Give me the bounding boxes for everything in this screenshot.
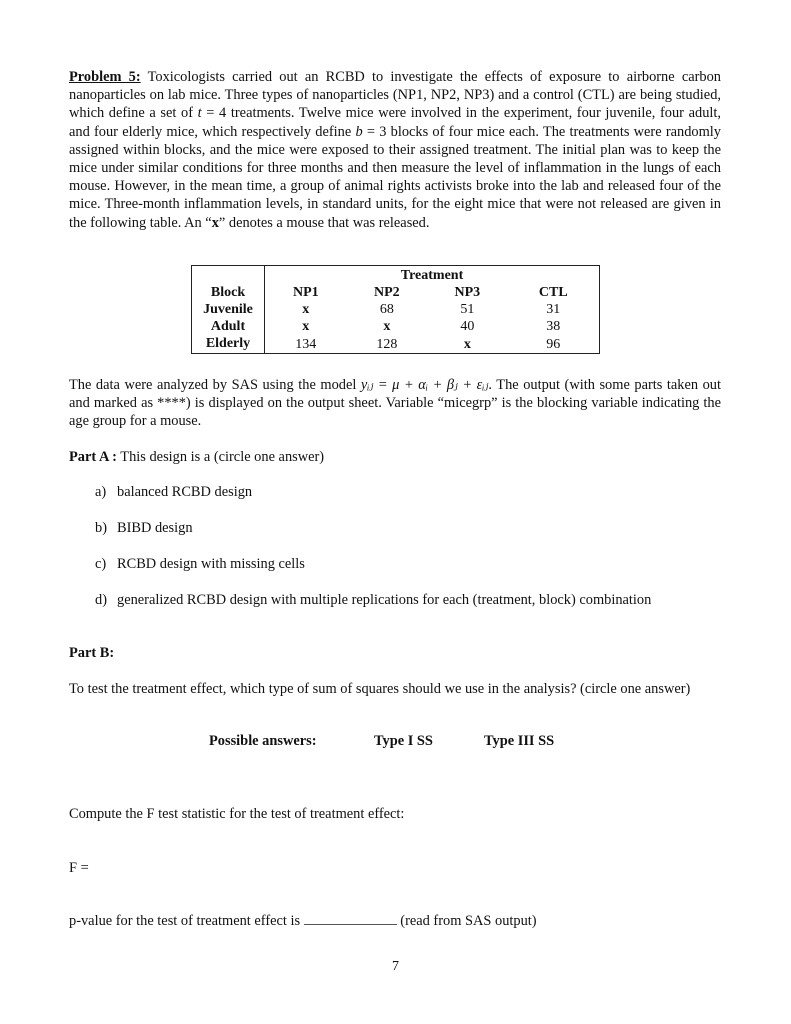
possible-answers-label: Possible answers: bbox=[209, 733, 317, 749]
option-a[interactable]: a) balanced RCBD design bbox=[95, 484, 253, 500]
option-b[interactable]: b) BIBD design bbox=[95, 520, 193, 536]
row-label: Adult bbox=[192, 318, 265, 335]
table-cell: x bbox=[383, 319, 391, 334]
f-label: F = bbox=[69, 860, 89, 876]
compute-f-prompt: Compute the F test statistic for the test of treatment effect: bbox=[69, 806, 405, 822]
part-a-question: Part A : This design is a (circle one answer) bbox=[69, 449, 325, 465]
table-cell: 134 bbox=[295, 336, 317, 352]
part-a-label: Part A : bbox=[69, 449, 117, 465]
table-cell: x bbox=[463, 336, 471, 352]
option-c[interactable]: c) RCBD design with missing cells bbox=[95, 556, 305, 572]
inflammation-table bbox=[191, 265, 600, 354]
answer-type-i[interactable]: Type I SS bbox=[374, 733, 433, 749]
problem-heading: Problem 5: bbox=[69, 69, 141, 85]
table-cell: 128 bbox=[376, 336, 398, 352]
p-value-line: p-value for the test of treatment effect is (read from SAS output) bbox=[69, 913, 537, 929]
table-cell: x bbox=[302, 302, 310, 317]
table-row bbox=[192, 301, 600, 318]
column-header: NP1 bbox=[292, 285, 319, 300]
column-header: NP2 bbox=[374, 285, 400, 300]
part-b-question: To test the treatment effect, which type of sum of squares should we use in the analysis? (circle one answer) bbox=[69, 681, 691, 697]
table-cell: 40 bbox=[460, 319, 475, 334]
row-label: Juvenile bbox=[192, 301, 265, 318]
row-label: Elderly bbox=[192, 335, 265, 354]
option-d[interactable]: d) generalized RCBD design with multiple replications for each (treatment, block) combination bbox=[95, 592, 652, 608]
model-paragraph: The data were analyzed by SAS using the model yᵢⱼ = μ + αᵢ + βⱼ + εᵢⱼ. The output (with some parts taken out and marked as ****) is displayed on the output sheet. Variable “micegrp” is the blocking variable indicating the age group for a mouse. bbox=[69, 377, 721, 430]
table-cell: 38 bbox=[546, 319, 561, 334]
table-cell: 51 bbox=[460, 302, 475, 317]
table-row bbox=[192, 318, 600, 335]
part-b-label: Part B: bbox=[69, 645, 115, 661]
page-number: 7 bbox=[392, 959, 399, 974]
table-cell: x bbox=[302, 319, 310, 334]
treatment-header: Treatment bbox=[400, 268, 464, 283]
table-row bbox=[192, 335, 600, 354]
table-cell: 68 bbox=[379, 302, 394, 317]
model-equation: yᵢⱼ = μ + αᵢ + βⱼ + εᵢⱼ bbox=[360, 377, 489, 393]
table-cell: 31 bbox=[546, 302, 561, 317]
column-header: NP3 bbox=[454, 285, 481, 300]
problem-paragraph: Problem 5: Toxicologists carried out an RCBD to investigate the effects of exposure to airborne carbon nanoparticles on lab mice. Three types of nanoparticles (NP1, NP2, NP3) and a control (CTL) are being studied, which define a set of t = 4 treatments. Twelve mice were involved in the experiment, four juvenile, four adult, and four elderly mice, which respectively define b = 3 blocks of four mice each. The treatments were randomly assigned within blocks, and the mice were exposed to their assigned treatment. The initial plan was to keep the mice under similar conditions for three months and then measure the level of inflammation in the lungs of each mouse. However, in the mean time, a group of animal rights activists broke into the lab and released four of the mice. Three-month inflammation levels, in standard units, for the eight mice that were not released are given in the following table. An “x” denotes a mouse that was released. bbox=[69, 69, 721, 231]
p-value-blank[interactable] bbox=[304, 912, 397, 925]
table-cell: 96 bbox=[546, 336, 561, 352]
column-header: CTL bbox=[538, 285, 568, 300]
block-header: Block bbox=[192, 284, 265, 301]
answer-type-iii[interactable]: Type III SS bbox=[484, 733, 555, 749]
